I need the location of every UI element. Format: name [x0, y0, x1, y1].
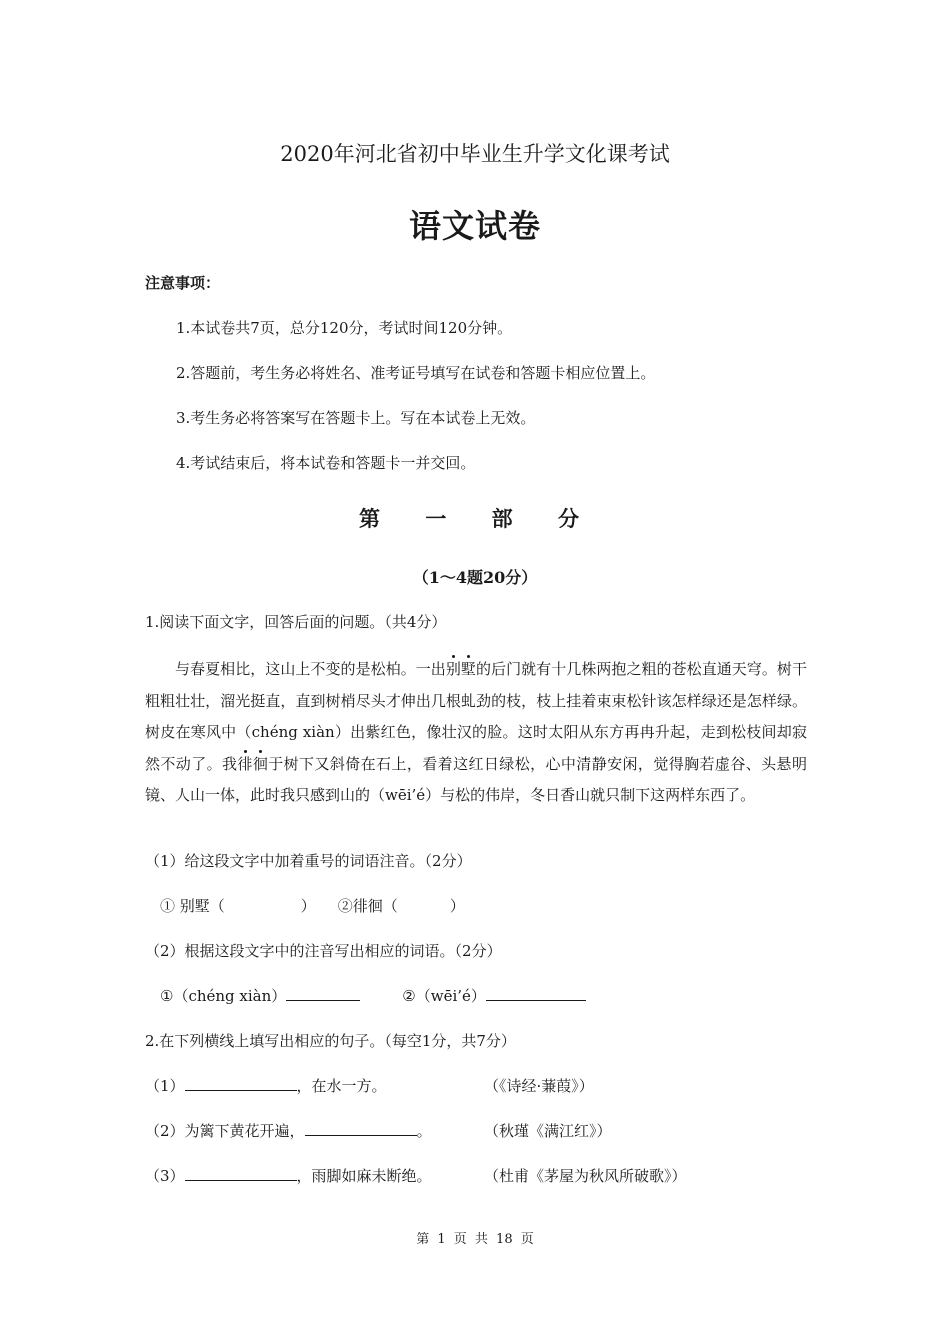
answer-close-b: ）	[449, 897, 465, 915]
question-1-sub-1-answers	[160, 895, 465, 916]
passage-text: 的后门就有十几株两抱之粗的苍松直通天穹。树干粗粗壮壮，溜光挺直，直到树梢尽头才伸出几根虬劲的枝，枝上挂着束束松针该怎样绿还是怎样绿。树皮在寒风中（chéng xiàn）出紫红色，像壮汉的脸。这时太阳从东方再冉升起，走到松枝间却寂然不动了。我	[145, 660, 807, 773]
answer-label-b: ②（wēi’é）	[402, 987, 486, 1005]
emphasis-char: 别	[445, 660, 461, 678]
line-text-after: ，雨脚如麻未断绝。	[296, 1167, 432, 1185]
notice-heading: 注意事项：	[145, 274, 221, 292]
answer-blank[interactable]	[286, 985, 360, 1001]
answer-blank[interactable]	[486, 985, 586, 1001]
answer-blank[interactable]	[305, 1120, 417, 1136]
answer-close-a: ）	[300, 897, 316, 915]
emphasis-char: 徊	[252, 754, 269, 773]
answer-blank[interactable]	[185, 1165, 297, 1181]
question-1-sub-1: （1）给这段文字中加着重号的词语注音。（2分）	[145, 852, 472, 870]
exam-title: 2020年河北省初中毕业生升学文化课考试	[280, 142, 670, 166]
answer-label-a: ①（chéng xiàn）	[160, 987, 287, 1005]
answer-label-a: ① 别墅（	[160, 897, 225, 915]
notice-item-2: 2.答题前，考生务必将姓名、准考证号填写在试卷和答题卡相应位置上。	[176, 364, 656, 382]
part-range: （1～4题20分）	[412, 568, 538, 587]
question-2-line-1-source: （《诗经·蒹葭》）	[484, 1077, 594, 1095]
part-title: 第 一 部 分	[359, 506, 591, 531]
emphasis-char: 墅	[460, 660, 476, 678]
passage-text: 于树下又斜倚在石上，看着这红日绿松，心中清静安闲，觉得胸若虚谷、头悬明镜、人山一体，此时我只感到山的（wēi’é）与松的伟岸，冬日香山就只制下这两样东西了。	[145, 754, 807, 804]
line-text-before: 为篱下黄花开遍，	[184, 1122, 305, 1140]
page-number: 第 1 页 共 18 页	[416, 1232, 534, 1247]
question-2-line-1	[145, 1075, 387, 1096]
question-2-line-2-source: （秋瑾《满江红》）	[484, 1122, 612, 1140]
answer-label-b: ②徘徊（	[337, 897, 398, 915]
question-1-stem: 1.阅读下面文字，回答后面的问题。（共4分）	[145, 613, 447, 631]
answer-blank[interactable]	[185, 1075, 297, 1091]
question-2-line-2	[145, 1120, 432, 1141]
subject-title: 语文试卷	[408, 207, 541, 245]
question-2-line-3-source: （杜甫《茅屋为秋风所破歌》）	[484, 1167, 687, 1185]
line-text-after: ，在水一方。	[296, 1077, 387, 1095]
line-number: （3）	[145, 1167, 185, 1185]
notice-item-3: 3.考生务必将答案写在答题卡上。写在本试卷上无效。	[176, 409, 536, 427]
notice-item-4: 4.考试结束后，将本试卷和答题卡一并交回。	[176, 454, 476, 472]
question-1-sub-2-answers	[160, 985, 586, 1006]
line-text-after: 。	[416, 1122, 432, 1140]
line-number: （2）	[145, 1122, 185, 1140]
question-1-sub-2: （2）根据这段文字中的注音写出相应的词语。（2分）	[145, 942, 502, 960]
question-2-line-3	[145, 1165, 432, 1186]
passage-text: 与春夏相比，这山上不变的是松柏。一出	[175, 660, 446, 678]
reading-passage	[145, 654, 807, 812]
notice-item-1: 1.本试卷共7页，总分120分，考试时间120分钟。	[176, 319, 513, 337]
emphasis-char: 徘	[237, 754, 253, 773]
question-2-stem: 2.在下列横线上填写出相应的句子。（每空1分，共7分）	[145, 1032, 516, 1050]
line-number: （1）	[145, 1077, 185, 1095]
